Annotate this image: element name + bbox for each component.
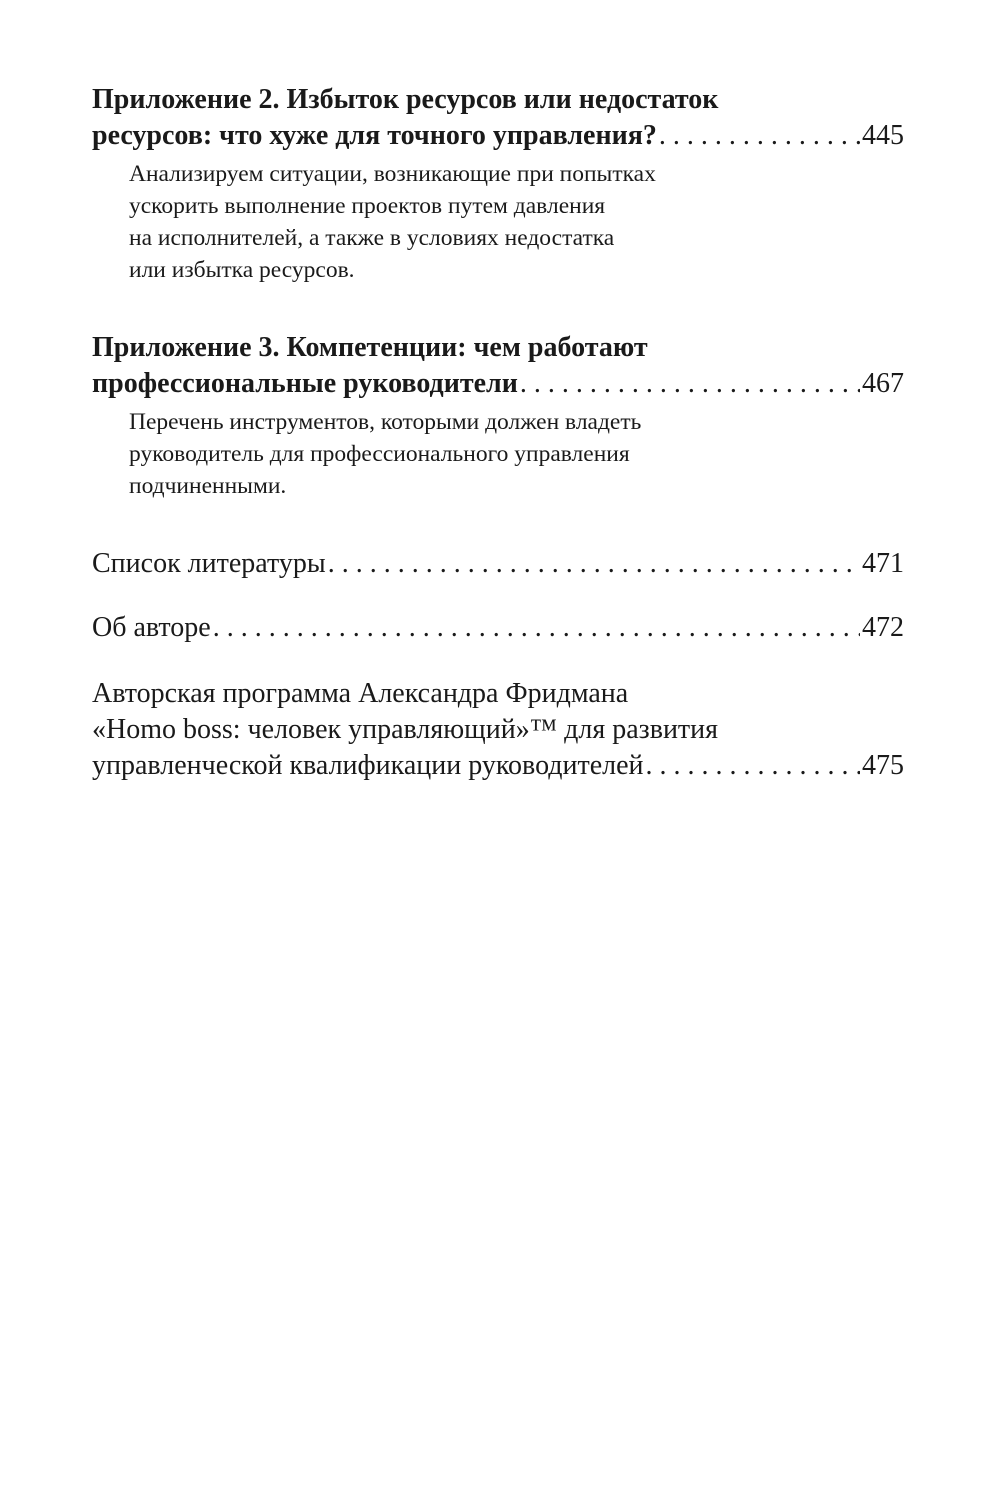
description-line: Перечень инструментов, которыми должен владеть	[129, 409, 642, 435]
toc-description-appendix-2	[129, 158, 904, 286]
page-number: 475	[862, 750, 904, 781]
toc-title-text: управленческой квалификации руководителей	[92, 750, 644, 781]
page-number: 445	[862, 120, 904, 151]
toc-title-line	[92, 82, 904, 118]
toc-title-line	[92, 676, 904, 712]
toc-title-text: Список литературы	[92, 548, 326, 579]
toc-title-text: Приложение 2. Избыток ресурсов или недостаток	[92, 84, 719, 115]
spacer	[92, 646, 904, 676]
description-line: или избытка ресурсов.	[129, 257, 355, 283]
toc-entry-bibliography[interactable]	[92, 546, 904, 582]
toc-title-line	[92, 546, 904, 582]
toc-title-text: Авторская программа Александра Фридмана	[92, 678, 629, 709]
page-number: 472	[862, 612, 904, 643]
dot-leader	[520, 366, 860, 402]
toc-title-line	[92, 118, 904, 154]
description-line: на исполнителей, а также в условиях недостатка	[129, 225, 615, 251]
dot-leader	[213, 610, 860, 646]
spacer	[92, 502, 904, 546]
toc-title-line	[92, 610, 904, 646]
toc-entry-author-program[interactable]	[92, 676, 904, 784]
spacer	[92, 286, 904, 330]
toc-title-text: Приложение 3. Компетенции: чем работают	[92, 332, 648, 363]
toc-title-text: Об авторе	[92, 612, 211, 643]
dot-leader	[646, 748, 860, 784]
toc-title-text: ресурсов: что хуже для точного управления?	[92, 120, 657, 151]
toc-entry-about-author[interactable]	[92, 610, 904, 646]
page-number: 471	[862, 548, 904, 579]
description-line: руководитель для профессионального управления	[129, 441, 630, 467]
description-line: Анализируем ситуации, возникающие при попытках	[129, 161, 656, 187]
dot-leader	[659, 118, 860, 154]
dot-leader	[328, 546, 860, 582]
toc-title-text: профессиональные руководители	[92, 368, 518, 399]
spacer	[92, 582, 904, 610]
toc-title-line	[92, 748, 904, 784]
toc-title-text: «Homo boss: человек управляющий»™ для развития	[92, 714, 719, 745]
description-line: подчиненными.	[129, 473, 287, 499]
toc-description-appendix-3	[129, 406, 904, 502]
toc-entry-appendix-2[interactable]	[92, 82, 904, 154]
description-line: ускорить выполнение проектов путем давления	[129, 193, 606, 219]
table-of-contents	[92, 82, 904, 784]
toc-title-line	[92, 712, 904, 748]
toc-entry-appendix-3[interactable]	[92, 330, 904, 402]
page-number: 467	[862, 368, 904, 399]
toc-title-line	[92, 330, 904, 366]
toc-title-line	[92, 366, 904, 402]
